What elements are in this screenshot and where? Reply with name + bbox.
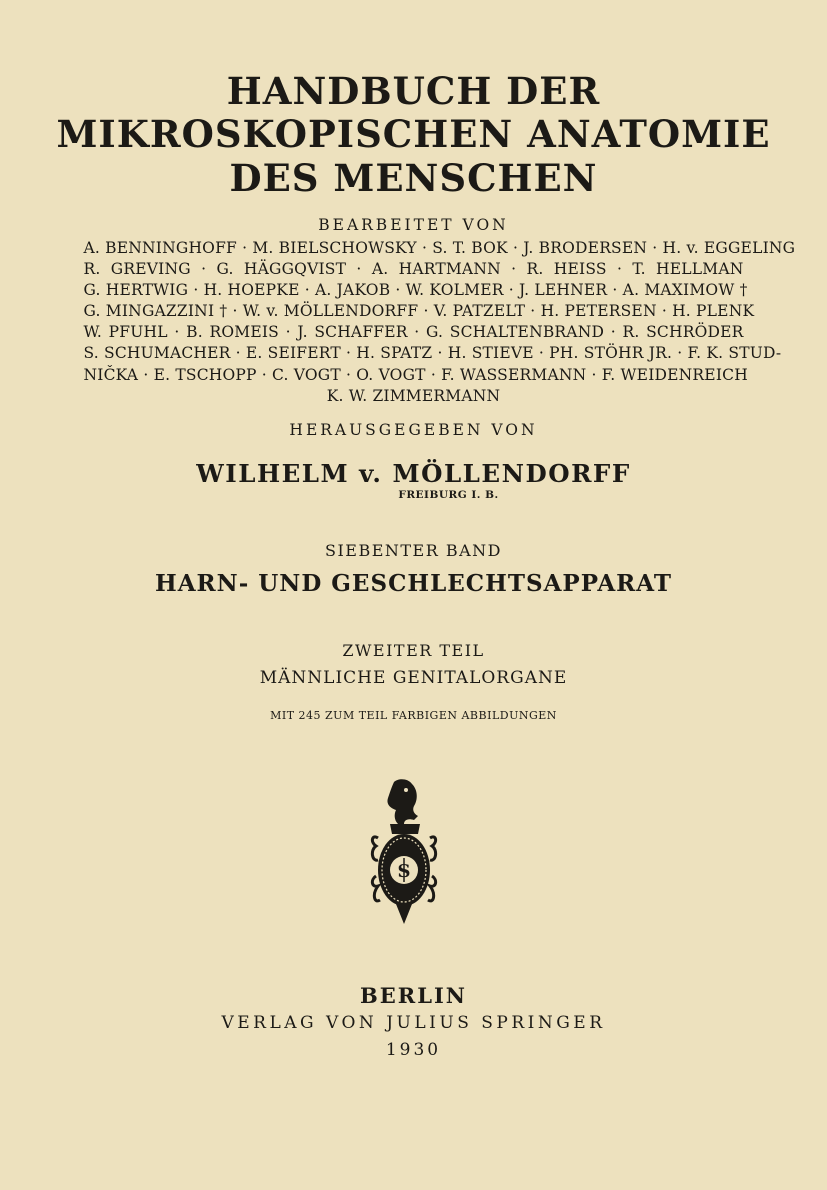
title-line-3: DES MENSCHEN	[229, 156, 598, 200]
imprint-year: 1930	[385, 1040, 442, 1060]
volume-label: SIEBENTER BAND	[324, 541, 503, 560]
author-line: A. BENNINGHOFF · M. BIELSCHOWSKY · S. T. BOK · J. BRODERSEN · H. v. EGGELING	[83, 239, 796, 257]
part-title: MÄNNLICHE GENITALORGANE	[259, 668, 568, 688]
imprint-city: BERLIN	[360, 983, 467, 1008]
svg-text:S: S	[397, 861, 411, 882]
part-label: ZWEITER TEIL	[342, 641, 485, 660]
author-line: G. MINGAZZINI † · W. v. MÖLLENDORFF · V. PATZELT · H. PETERSEN · H. PLENK	[83, 302, 755, 321]
volume-title: HARN- UND GESCHLECHTSAPPARAT	[154, 570, 672, 597]
publisher-logo-icon	[364, 776, 444, 928]
author-list	[0, 238, 827, 407]
published-by-label: HERAUSGEGEBEN VON	[289, 421, 538, 439]
title-line-1: HANDBUCH DER	[226, 69, 601, 113]
illustrations-note: MIT 245 ZUM TEIL FARBIGEN ABBILDUNGEN	[270, 709, 557, 722]
author-line: R. GREVING · G. HÄGGQVIST · A. HARTMANN · R. HEISS · T. HELLMAN	[83, 260, 744, 279]
author-line: S. SCHUMACHER · E. SEIFERT · H. SPATZ · H. STIEVE · PH. STÖHR JR. · F. K. STUD-	[83, 344, 782, 363]
author-line: G. HERTWIG · H. HOEPKE · A. JAKOB · W. KOLMER · J. LEHNER · A. MAXIMOW †	[83, 281, 748, 300]
editor-place: FREIBURG I. B.	[398, 489, 499, 501]
title-line-2: MIKROSKOPISCHEN ANATOMIE	[56, 112, 771, 156]
imprint-publisher: VERLAG VON JULIUS SPRINGER	[221, 1013, 606, 1033]
editor-name: WILHELM v. MÖLLENDORFF	[196, 459, 631, 488]
author-line: NIČKA · E. TSCHOPP · C. VOGT · O. VOGT · F. WASSERMANN · F. WEIDENREICH	[83, 365, 748, 384]
edited-by-label: BEARBEITET VON	[318, 216, 509, 234]
author-line: W. PFUHL · B. ROMEIS · J. SCHAFFER · G. SCHALTENBRAND · R. SCHRÖDER	[83, 323, 744, 342]
author-line: K. W. ZIMMERMANN	[326, 386, 501, 405]
